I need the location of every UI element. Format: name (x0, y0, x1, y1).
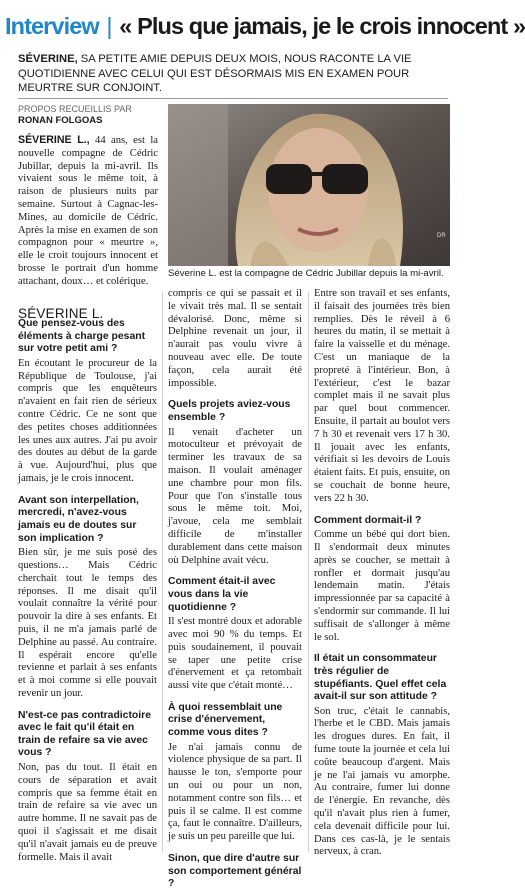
answer: Il s'est montré doux et adorable avec moi 90 % du temps. Et puis soudainement, il pouvait se taper une petite crise d'énervement et ça retombait aussi vite que c'était monté… (168, 616, 302, 692)
intro-lead-name: SÉVERINE, (18, 53, 78, 65)
answer: Je n'ai jamais connu de violence physique de sa part. Il hausse le ton, s'emporte pour un oui ou pour un non, notamment contre son fils… et puis il se calme. Il est comme ça, faut le connaître. D'ailleurs, je suis un peu pareille que lui. (168, 741, 302, 843)
question: N'est-ce pas contradictoire avec le fait qu'il était en train de refaire sa vie avec vous ? (18, 709, 151, 759)
lead-name: SÉVERINE L., (18, 134, 90, 146)
photo-caption: Séverine L. est la compagne de Cédric Jubillar depuis la mi-avril. (168, 268, 444, 279)
answer: compris ce qui se passait et il le vivait très mal. Il se sentait dévalorisé. Donc, même si Delphine revenait un jour, il n'aurait pas voulu vivre à nouveau avec elle. De toute façon, cela aurait été impossible. (168, 288, 302, 389)
intro-text: SA PETITE AMIE DEPUIS DEUX MOIS, NOUS RACONTE LA VIE QUOTIDIENNE AVEC CELUI QUI EST DÉSORMAIS MIS EN EXAMEN POUR MEURTRE SUR CONJOINT. (18, 53, 412, 94)
column-2 (168, 288, 302, 893)
portrait-photo (168, 104, 450, 266)
answer: Entre son travail et ses enfants, il faisait des journées très bien remplies. Dès le réveil à 6 heures du matin, il se mettait à faire la vaisselle et du ménage. C'est un maniaque de la propreté à l'intérieur. Bon, à l'extérieur, c'est le bazar complet mais il ne savait plus par quel bout commencer. Ensuite, il partait au boulot vers 7 h 30 et revenait vers 17 h 30. Il jouait avec les enfants, vérifiait si les devoirs de Louis étaient faits. Et puis, ensuite, on se couchait de bonne heure, vers 22 h 30. (314, 288, 450, 504)
answer: Comme un bébé qui dort bien. Il s'endormait deux minutes après se coucher, se mettait à ronfler et dormait jusqu'au lendemain matin. J'étais impressionnée par sa capacité à s'endormir sur commande. Il lui suffisait de s'allonger à même le sol. (314, 529, 450, 643)
column-1 (18, 318, 157, 864)
answer: Son truc, c'était le cannabis, l'herbe et le CBD. Mais jamais les drogues dures. En fait, il fume toute la journée et cela lui coûte beaucoup d'argent. Mais je ne l'ai jamais vu amorphe. Au contraire, fumer lui donne de l'énergie. En revanche, dès qu'il n'avait plus rien à fumer, cela devenait difficile pour lui. Dans ces cas-là, je le sentais nerveux, à cran. (314, 705, 450, 858)
lead-paragraph (18, 134, 158, 289)
question: Il était un consommateur très régulier de stupéfiants. Quel effet cela avait-il sur son attitude ? (314, 653, 447, 703)
question: Comment dormait-il ? (314, 514, 422, 526)
question: Avant son interpellation, mercredi, n'avez-vous jamais eu de doutes sur son implication ? (18, 494, 139, 544)
question: Quels projets aviez-vous ensemble ? (168, 399, 291, 423)
question: Que pensez-vous des éléments à charge pesant sur votre petit ami ? (18, 318, 146, 355)
headline-kicker: Interview (5, 13, 99, 39)
question: Comment était-il avec vous dans la vie quotidienne ? (168, 576, 276, 613)
answer: Non, pas du tout. Il était en cours de séparation et avait compris que sa femme était en train de refaire sa vie avec un autre homme. Il ne savait pas de quoi il s'agissait et me disait qu'il n'avait jamais eu de preuve formelle. Mais il avait (18, 762, 157, 863)
answer: En écoutant le procureur de la République de Toulouse, j'ai compris que les enquêteurs n'avaient en fait rien de sérieux contre Cédric. Ce ne sont que des petites choses additionnées les unes aux autres. J'ai pu avoir des doutes au début de la garde à vue. Aujourd'hui, plus que jamais, je le crois innocent. (18, 357, 157, 484)
headline (5, 6, 525, 46)
byline-author: RONAN FOLGOAS (18, 115, 103, 126)
speaker-heading: SÉVERINE L. (18, 306, 104, 321)
column-3 (314, 288, 450, 859)
intro-paragraph (18, 52, 448, 96)
lead-text: 44 ans, est la nouvelle compagne de Cédric Jubillar, depuis la mi-avril. Ils vivaient sous le même toit, à raison de plusieurs nuits par semaine. Surtout à Cagnac-les-Mines, au domicile de Cédric. Après la mise en examen de son compagnon pour « meurtre », elle le croit toujours innocent et brosse le portrait d'un homme attachant, doux… et colérique. (18, 135, 158, 287)
headline-title: « Plus que jamais, je le crois innocent » (119, 13, 525, 39)
column-divider (162, 292, 163, 852)
byline (18, 104, 163, 126)
photo-credit: DR (437, 233, 446, 239)
answer: Il venait d'acheter un motoculteur et prévoyait de terminer les travaux de sa maison. Il voulait aménager une chambre pour mon fils. Pour que l'on s'installe tous sous le même toit. Moi, j'avoue, cela me semblait difficile de m'installer durablement dans cette maison où Delphine avait vécu. (168, 426, 302, 566)
divider (18, 98, 448, 99)
question: Sinon, que dire d'autre sur son comportement général ? (168, 853, 302, 890)
byline-label: PROPOS RECUEILLIS PAR (18, 104, 132, 114)
headline-separator: | (106, 13, 112, 39)
question: À quoi ressemblait une crise d'énervement, comme vous dites ? (168, 701, 283, 739)
portrait-illustration (168, 104, 450, 266)
column-divider (308, 292, 309, 852)
answer: Bien sûr, je me suis posé des questions… Mais Cédric cherchait tout le temps des réponses. Il me disait qu'il voulait connaître la vérité pour pouvoir la dire à ses enfants. Et puis, il ne m'a jamais parlé de Delphine au passé. Au contraire. Il espérait encore qu'elle revienne et parlait à ses enfants et à moi comme si elle pouvait revenir un jour. (18, 547, 157, 699)
